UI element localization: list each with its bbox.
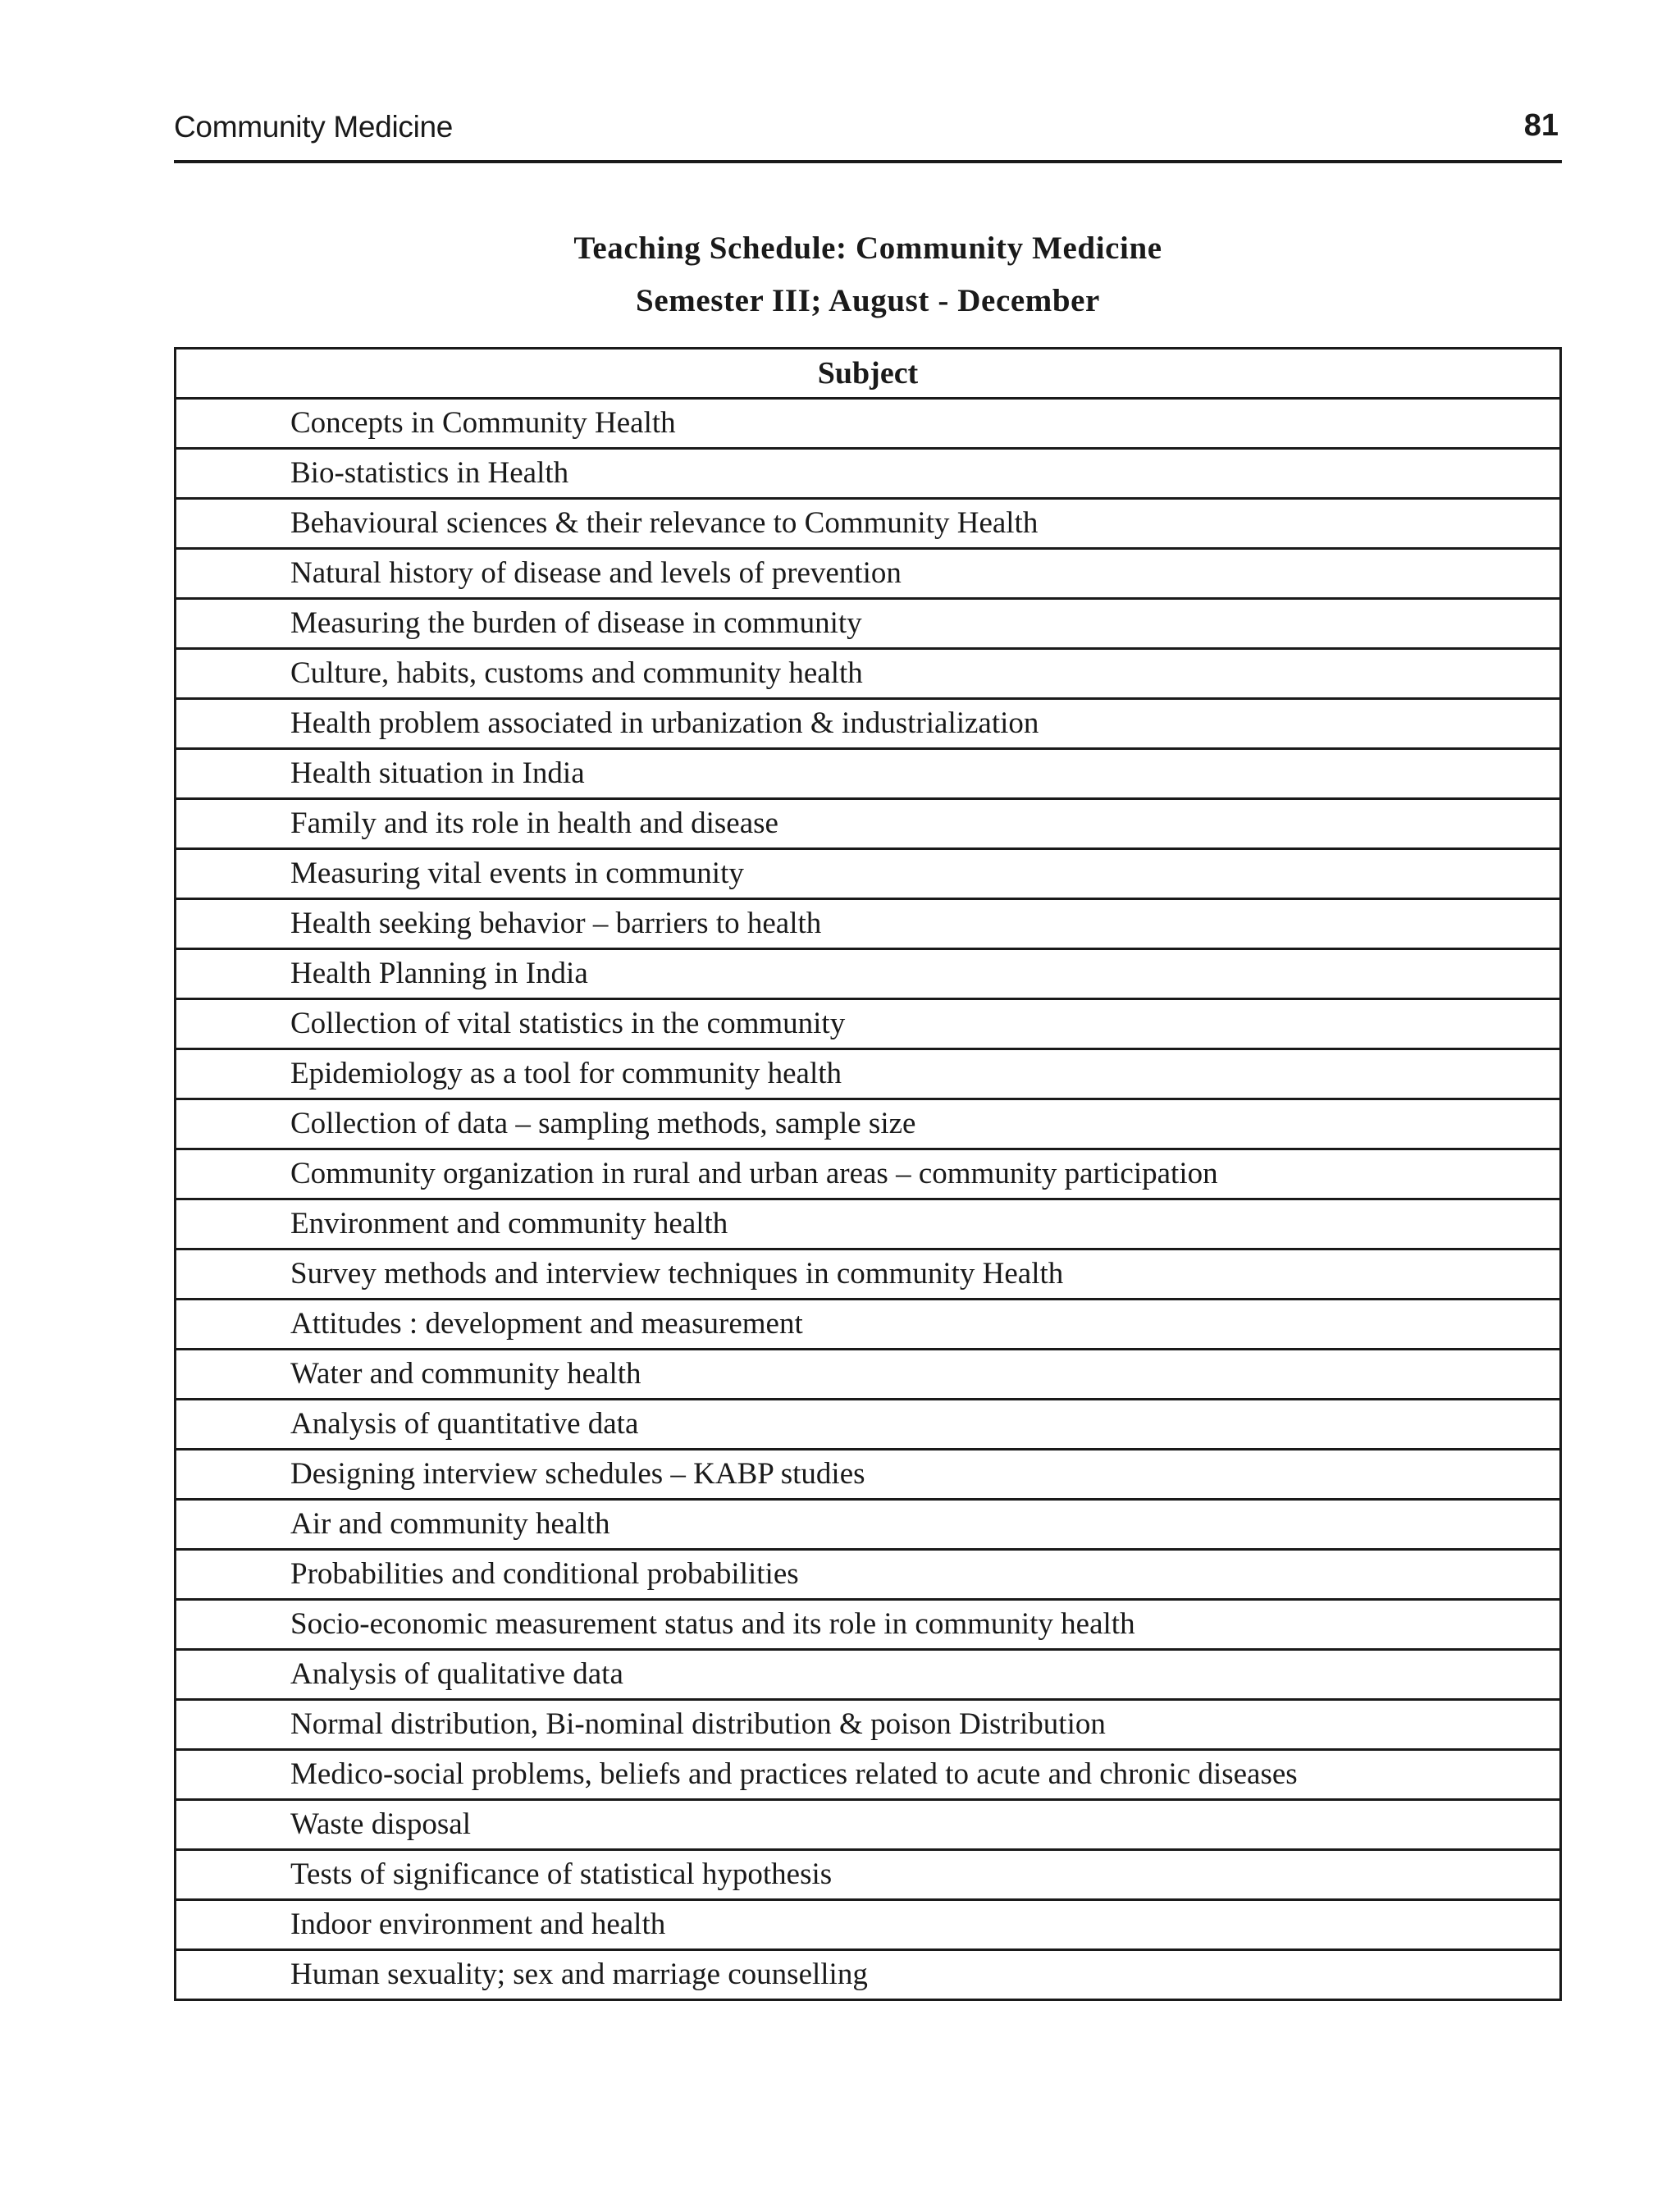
subject-cell: Health seeking behavior – barriers to health — [176, 899, 1561, 949]
subject-cell: Concepts in Community Health — [176, 399, 1561, 449]
table-row — [176, 499, 1561, 549]
subject-cell: Socio-economic measurement status and its role in community health — [176, 1600, 1561, 1650]
table-row — [176, 749, 1561, 799]
subject-cell: Community organization in rural and urban areas – community participation — [176, 1149, 1561, 1199]
subject-cell: Waste disposal — [176, 1800, 1561, 1850]
table-row — [176, 1600, 1561, 1650]
table-row — [176, 1350, 1561, 1400]
subject-cell: Epidemiology as a tool for community health — [176, 1049, 1561, 1099]
running-title: Community Medicine — [174, 110, 454, 144]
table-header-row — [176, 349, 1561, 399]
subject-cell: Measuring vital events in community — [176, 849, 1561, 899]
subject-cell: Health problem associated in urbanization & industrialization — [176, 699, 1561, 749]
table-row — [176, 1950, 1561, 2000]
table-row — [176, 1750, 1561, 1800]
subject-cell: Natural history of disease and levels of prevention — [176, 549, 1561, 599]
subject-cell: Tests of significance of statistical hypothesis — [176, 1850, 1561, 1900]
table-row — [176, 599, 1561, 649]
table-row — [176, 1099, 1561, 1149]
subject-cell: Family and its role in health and disease — [176, 799, 1561, 849]
subject-cell: Bio-statistics in Health — [176, 449, 1561, 499]
table-row — [176, 999, 1561, 1049]
subject-cell: Environment and community health — [176, 1199, 1561, 1249]
table-row — [176, 1149, 1561, 1199]
table-row — [176, 1199, 1561, 1249]
subject-cell: Health Planning in India — [176, 949, 1561, 999]
table-row — [176, 1900, 1561, 1950]
table-row — [176, 1550, 1561, 1600]
table-row — [176, 799, 1561, 849]
table-row — [176, 399, 1561, 449]
document-title: Teaching Schedule: Community Medicine — [573, 231, 1162, 266]
subject-cell: Culture, habits, customs and community health — [176, 649, 1561, 699]
subject-cell: Normal distribution, Bi-nominal distribution & poison Distribution — [176, 1700, 1561, 1750]
table-row — [176, 449, 1561, 499]
subject-cell: Survey methods and interview techniques in community Health — [176, 1249, 1561, 1300]
subject-table — [174, 347, 1562, 2001]
table-row — [176, 649, 1561, 699]
table-row — [176, 1800, 1561, 1850]
subject-cell: Human sexuality; sex and marriage counselling — [176, 1950, 1561, 2000]
subject-cell: Indoor environment and health — [176, 1900, 1561, 1950]
subject-cell: Designing interview schedules – KABP studies — [176, 1450, 1561, 1500]
table-row — [176, 1249, 1561, 1300]
table-row — [176, 1850, 1561, 1900]
table-row — [176, 1400, 1561, 1450]
table-row — [176, 899, 1561, 949]
table-row — [176, 1700, 1561, 1750]
running-header — [174, 108, 1562, 149]
subject-cell: Analysis of quantitative data — [176, 1400, 1561, 1450]
subject-cell: Air and community health — [176, 1500, 1561, 1550]
table-row — [176, 1650, 1561, 1700]
subject-cell: Medico-social problems, beliefs and practices related to acute and chronic diseases — [176, 1750, 1561, 1800]
subject-cell: Water and community health — [176, 1350, 1561, 1400]
table-row — [176, 849, 1561, 899]
subject-cell: Behavioural sciences & their relevance to Community Health — [176, 499, 1561, 549]
table-row — [176, 949, 1561, 999]
subject-cell: Collection of data – sampling methods, sample size — [176, 1099, 1561, 1149]
subject-cell: Health situation in India — [176, 749, 1561, 799]
table-row — [176, 549, 1561, 599]
document-subtitle: Semester III; August - December — [636, 283, 1100, 318]
subject-cell: Analysis of qualitative data — [176, 1650, 1561, 1700]
table-row — [176, 699, 1561, 749]
table-row — [176, 1450, 1561, 1500]
subject-cell: Attitudes : development and measurement — [176, 1300, 1561, 1350]
table-row — [176, 1500, 1561, 1550]
table-row — [176, 1300, 1561, 1350]
subject-cell: Probabilities and conditional probabilities — [176, 1550, 1561, 1600]
table-row — [176, 1049, 1561, 1099]
subject-cell: Measuring the burden of disease in community — [176, 599, 1561, 649]
subject-column-header: Subject — [176, 349, 1561, 399]
header-divider — [174, 160, 1562, 163]
page-number: 81 — [1523, 108, 1559, 143]
subject-cell: Collection of vital statistics in the community — [176, 999, 1561, 1049]
